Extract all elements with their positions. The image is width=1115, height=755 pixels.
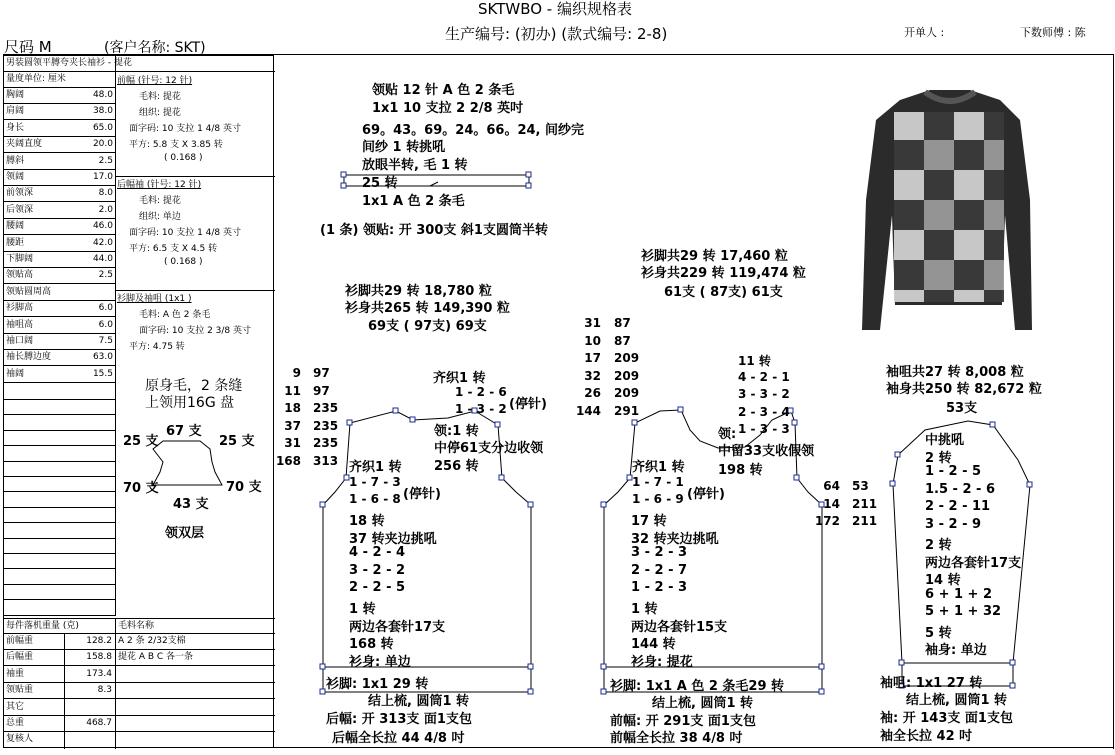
step-text: 2 - 2 - 11 — [925, 499, 991, 514]
spec-section-title: 前幅 (针号: 12 针) — [117, 76, 193, 86]
spec-section-item: 平方: 5.8 支 X 3.85 转 — [129, 140, 223, 150]
spec-row-value: 65.0 — [92, 122, 113, 133]
step-text: 14 转 — [925, 573, 961, 588]
step-text: 209 — [614, 368, 640, 383]
spec-section-item: 平方: 6.5 支 X 4.5 转 — [129, 244, 218, 254]
sleeve-summary-1: 袖咀共27 转 8,008 粒 — [886, 365, 1024, 380]
step-text: 211 — [852, 514, 878, 528]
collar-line-8: (1 条) 领贴: 开 300支 斜1支圆筒半转 — [320, 223, 548, 238]
front-summary-2: 衫身共229 转 119,474 粒 — [641, 266, 806, 281]
step-text: 209 — [614, 386, 640, 401]
yarn-name: A 2 条 2/32支棉 — [118, 636, 186, 646]
step-text: 3 - 2 - 3 — [631, 545, 688, 561]
spec-row-label: 膊斜 — [6, 155, 25, 166]
step-text: 1 - 3 - 3 — [738, 422, 790, 436]
production-number: 生产编号: (初办) (款式编号: 2-8) — [445, 25, 668, 43]
spec-row-value: 17.0 — [92, 172, 113, 182]
back-summary-3: 69支 ( 97支) 69支 — [368, 319, 487, 334]
back-summary-2: 衫身共265 转 149,390 粒 — [345, 301, 510, 316]
weight-label: 复核人 — [6, 734, 34, 745]
step-text: 209 — [614, 351, 640, 366]
spec-row-label: 后领深 — [6, 204, 34, 215]
step-text: 1 - 2 - 3 — [631, 580, 688, 596]
step-text: 11 — [284, 383, 301, 398]
weight-label: 总重 — [6, 718, 25, 728]
step-text: 64 — [823, 479, 840, 493]
step-text: 18 转 — [349, 514, 385, 529]
step-text: 10 — [584, 333, 601, 348]
spec-row-label: 袖阔 — [6, 368, 25, 379]
back-armhole-3: 1 - 6 - 8 — [349, 492, 401, 506]
step-text: 2 转 — [925, 538, 952, 553]
spec-row-value: 7.5 — [98, 336, 113, 346]
weight-value: 468.7 — [86, 718, 112, 728]
spec-section-item: 毛料: A 色 2 条毛 — [139, 310, 211, 320]
spec-section-item: 组织: 单边 — [139, 212, 181, 222]
neck-70-right: 70 支 — [226, 480, 262, 495]
spec-section-item: 毛料: 提花 — [139, 196, 181, 206]
step-text: 235 — [313, 436, 339, 450]
spec-row-label: 袖长膊边度 — [6, 352, 52, 363]
step-text: 168 — [275, 453, 301, 468]
neck-43: 43 支 — [173, 497, 209, 512]
step-text: 11 转 — [738, 354, 771, 368]
spec-row-value: 44.0 — [92, 254, 113, 264]
spec-row-value: 2.5 — [98, 155, 113, 166]
spec-section-item: 组织: 提花 — [139, 108, 181, 118]
sleeve-foot-1: 结上梳, 圆筒1 转 — [906, 693, 1008, 708]
step-text: 两边各套针17支 — [349, 619, 446, 635]
collar-line-7: 1x1 A 色 2 条毛 — [362, 194, 465, 209]
collar-line-2: 1x1 10 支拉 2 2/8 英吋 — [372, 101, 524, 116]
front-foot-1: 结上梳, 圆筒1 转 — [652, 696, 754, 711]
step-text: 衫身: 单边 — [349, 654, 411, 670]
step-text: 313 — [313, 453, 339, 468]
step-text: 中挑吼 — [925, 433, 965, 448]
back-foot-2: 后幅: 开 313支 面1支包 — [326, 712, 472, 727]
front-neck-label: 领: — [718, 427, 737, 442]
weight-label: 袖重 — [6, 668, 25, 679]
spec-row-label: 胸阔 — [6, 90, 25, 100]
collar-line-4: 间纱 1 转挑吼 — [362, 140, 446, 155]
spec-row-label: 领阔 — [6, 172, 25, 182]
step-text: 37 — [284, 418, 301, 433]
front-neck-rows: 198 转 — [718, 463, 763, 478]
customer-name: (客户名称: SKT) — [104, 40, 206, 56]
collar-line-6: 25 转 — [362, 176, 398, 191]
weight-label: 前幅重 — [6, 636, 34, 646]
spec-row-value: 8.0 — [98, 188, 113, 199]
step-text: 3 - 3 - 2 — [738, 387, 790, 401]
step-text: 6 + 1 + 2 — [925, 586, 993, 602]
master-label: 下数师傅 : 陈 — [1020, 26, 1086, 39]
spec-section-item: ( 0.168 ) — [164, 257, 203, 267]
spec-row-label: 肩阔 — [6, 106, 25, 117]
step-text: 53 — [852, 479, 869, 493]
spec-row-value: 6.0 — [98, 303, 113, 314]
front-stop-needle: (停针) — [687, 487, 725, 502]
front-foot-2: 前幅: 开 291支 面1支包 — [610, 714, 756, 729]
step-text: 4 - 2 - 1 — [738, 369, 790, 384]
front-neck-note: 中留33支收假领 — [718, 444, 815, 459]
back-shoulder-2: 1 - 2 - 6 — [455, 385, 507, 399]
step-text: 235 — [313, 418, 339, 433]
spec-row-value: 48.0 — [92, 90, 113, 100]
step-text: 291 — [614, 404, 640, 418]
spec-title-row: 男装圆领平膊夸夹长袖衫 - 提花 — [4, 56, 275, 72]
step-text: 17 转 — [631, 514, 667, 529]
step-text: 97 — [313, 366, 330, 380]
step-text: 1.5 - 2 - 6 — [925, 481, 996, 497]
front-armhole-1: 齐织1 转 — [632, 460, 685, 475]
spec-section-item: 面字码: 10 支拉 2 3/8 英寸 — [139, 326, 251, 336]
spec-row-label: 腰阔 — [6, 221, 25, 232]
front-summary-3: 61支 ( 87支) 61支 — [664, 285, 783, 300]
step-text: 1 转 — [349, 602, 376, 617]
collar-line-5: 放眼半转, 毛 1 转 — [362, 158, 468, 173]
sleeve-foot-2: 袖: 开 143支 面1支包 — [880, 711, 1013, 726]
collar-line-3: 69。43。69。24。66。24, 间纱完 — [362, 123, 585, 138]
spec-row-label: 身长 — [6, 122, 25, 133]
step-text: 5 + 1 + 32 — [925, 604, 1002, 619]
back-armhole-2: 1 - 7 - 3 — [349, 475, 401, 489]
spec-row-label: 领贴高 — [6, 270, 34, 281]
step-text: 32 转夹边挑吼 — [631, 531, 719, 547]
spec-row-label: 袖咀高 — [6, 319, 34, 330]
step-text: 168 转 — [349, 637, 394, 653]
step-text: 97 — [313, 383, 330, 398]
spec-row-value: 63.0 — [92, 352, 113, 363]
step-text: 2 - 2 - 5 — [349, 580, 406, 596]
sleeve-rib: 袖咀: 1x1 27 转 — [880, 676, 983, 691]
spec-row-value: 2.5 — [98, 270, 113, 281]
spec-row-value: 2.0 — [98, 204, 113, 215]
neck-67: 67 支 — [166, 424, 202, 439]
spec-unit-row: 量度单位: 厘米 — [4, 72, 115, 88]
sleeve-foot-3: 袖全长拉 42 吋 — [880, 729, 973, 744]
weight-value: 128.2 — [86, 636, 112, 646]
spec-row-label: 袖口阔 — [6, 336, 34, 346]
step-text: 26 — [584, 386, 601, 401]
front-rib: 衫脚: 1x1 A 色 2 条毛29 转 — [610, 679, 785, 694]
step-text: 衫身: 提花 — [631, 654, 693, 670]
back-neck-2: 中停61支分边收领 — [434, 441, 544, 456]
weight-label: 后幅重 — [6, 652, 34, 663]
spec-section-item: 面字码: 10 支拉 1 4/8 英寸 — [129, 228, 241, 238]
step-text: 37 转夹边挑吼 — [349, 531, 437, 547]
spec-row-label: 前领深 — [6, 188, 34, 199]
back-shoulder-1: 齐织1 转 — [433, 371, 486, 386]
weight-value: 173.4 — [86, 668, 112, 679]
front-summary-1: 衫脚共29 转 17,460 粒 — [641, 249, 788, 264]
step-text: 14 — [823, 496, 840, 511]
spec-row-value: 15.5 — [92, 368, 113, 379]
collar-double: 领双层 — [165, 526, 205, 541]
neck-25-right: 25 支 — [219, 434, 255, 449]
front-armhole-2: 1 - 7 - 1 — [632, 475, 684, 489]
step-text: 袖身: 单边 — [925, 643, 987, 658]
step-text: 31 — [584, 316, 601, 330]
neck-70-left: 70 支 — [123, 481, 159, 496]
back-neck-3: 256 转 — [434, 459, 479, 474]
front-foot-3: 前幅全长拉 38 4/8 吋 — [610, 731, 743, 746]
spec-row-value: 42.0 — [92, 237, 113, 248]
back-neck-1: 领:1 转 — [434, 424, 479, 439]
step-text: 1 转 — [631, 602, 658, 617]
step-text: 5 转 — [925, 625, 952, 641]
weight-value: 8.3 — [97, 685, 112, 696]
spec-row-label: 下脚阔 — [6, 254, 34, 264]
spec-row-value: 20.0 — [92, 139, 113, 150]
step-text: 2 转 — [925, 450, 952, 466]
step-text: 17 — [584, 351, 601, 366]
step-text: 1 - 2 - 5 — [925, 464, 982, 479]
collar-line-1: 领贴 12 针 A 色 2 条毛 — [372, 83, 515, 98]
step-text: 18 — [284, 401, 301, 415]
step-text: 235 — [313, 401, 339, 415]
step-text: 87 — [614, 333, 631, 348]
issuer-label: 开单人 : — [904, 26, 945, 39]
spec-row-label: 腰距 — [6, 237, 25, 248]
step-text: 87 — [614, 316, 631, 330]
weight-value: 158.8 — [86, 652, 112, 663]
yarn-name: 提花 A B C 各一条 — [118, 652, 194, 663]
neck-25-left: 25 支 — [123, 434, 159, 449]
step-text: 4 - 2 - 4 — [349, 545, 406, 561]
spec-row-value: 46.0 — [92, 221, 113, 232]
spec-row-label: 衫脚高 — [6, 303, 34, 314]
spec-section-title: 衫脚及袖咀 (1x1 ) — [117, 294, 192, 304]
size-label: 尺码 M — [4, 38, 52, 56]
back-stop-needle-1: (停针) — [509, 397, 547, 412]
step-text: 两边各套针15支 — [631, 619, 728, 635]
collar-note-1: 原身毛，2 条缝 — [145, 378, 243, 394]
weights-header-row: 每件落机重量 (克) 毛料名称 — [4, 618, 275, 634]
spec-section-item: ( 0.168 ) — [164, 153, 203, 163]
step-text: 2 - 2 - 7 — [631, 562, 688, 578]
spec-section-item: 面字码: 10 支拉 1 4/8 英寸 — [129, 124, 241, 134]
step-text: 两边各套针17支 — [925, 555, 1022, 571]
back-armhole-1: 齐织1 转 — [349, 460, 402, 475]
sleeve-summary-3: 53支 — [946, 401, 978, 416]
step-text: 31 — [284, 436, 301, 450]
back-shoulder-3: 1 - 3 - 2 — [455, 402, 507, 416]
sleeve-summary-2: 袖身共250 转 82,672 粒 — [886, 382, 1042, 397]
back-summary-1: 衫脚共29 转 18,780 粒 — [345, 284, 492, 299]
spec-section-item: 平方: 4.75 转 — [129, 342, 185, 352]
weight-label: 其它 — [6, 701, 25, 712]
spec-section-item: 毛料: 提花 — [139, 92, 181, 102]
sheet-title: SKTWBO - 编织规格表 — [478, 0, 632, 18]
step-text: 211 — [852, 496, 878, 511]
step-text: 3 - 2 - 2 — [349, 562, 406, 578]
step-text: 3 - 2 - 9 — [925, 516, 982, 532]
spec-row-label: 领贴圆周高 — [6, 286, 52, 297]
spec-row-value: 6.0 — [98, 319, 113, 330]
step-text: 172 — [814, 514, 840, 528]
spec-section-title: 后幅袖 (针号: 12 针) — [117, 180, 202, 190]
back-rib: 衫脚: 1x1 29 转 — [326, 677, 429, 692]
step-text: 2 - 3 - 4 — [738, 404, 790, 419]
step-text: 32 — [584, 368, 601, 383]
spec-row-label: 夹阔直度 — [6, 139, 43, 150]
back-foot-3: 后幅全长拉 44 4/8 吋 — [332, 731, 465, 746]
step-text: 144 转 — [631, 637, 676, 653]
back-stop-needle-2: (停针) — [403, 487, 441, 502]
weight-label: 领贴重 — [6, 685, 34, 696]
step-text: 144 — [575, 404, 601, 418]
step-text: 9 — [292, 366, 301, 380]
back-foot-1: 结上梳, 圆筒1 转 — [368, 694, 470, 709]
collar-note-2: 上领用16G 盘 — [145, 395, 235, 411]
front-armhole-3: 1 - 6 - 9 — [632, 492, 684, 506]
spec-row-value: 38.0 — [92, 106, 113, 117]
